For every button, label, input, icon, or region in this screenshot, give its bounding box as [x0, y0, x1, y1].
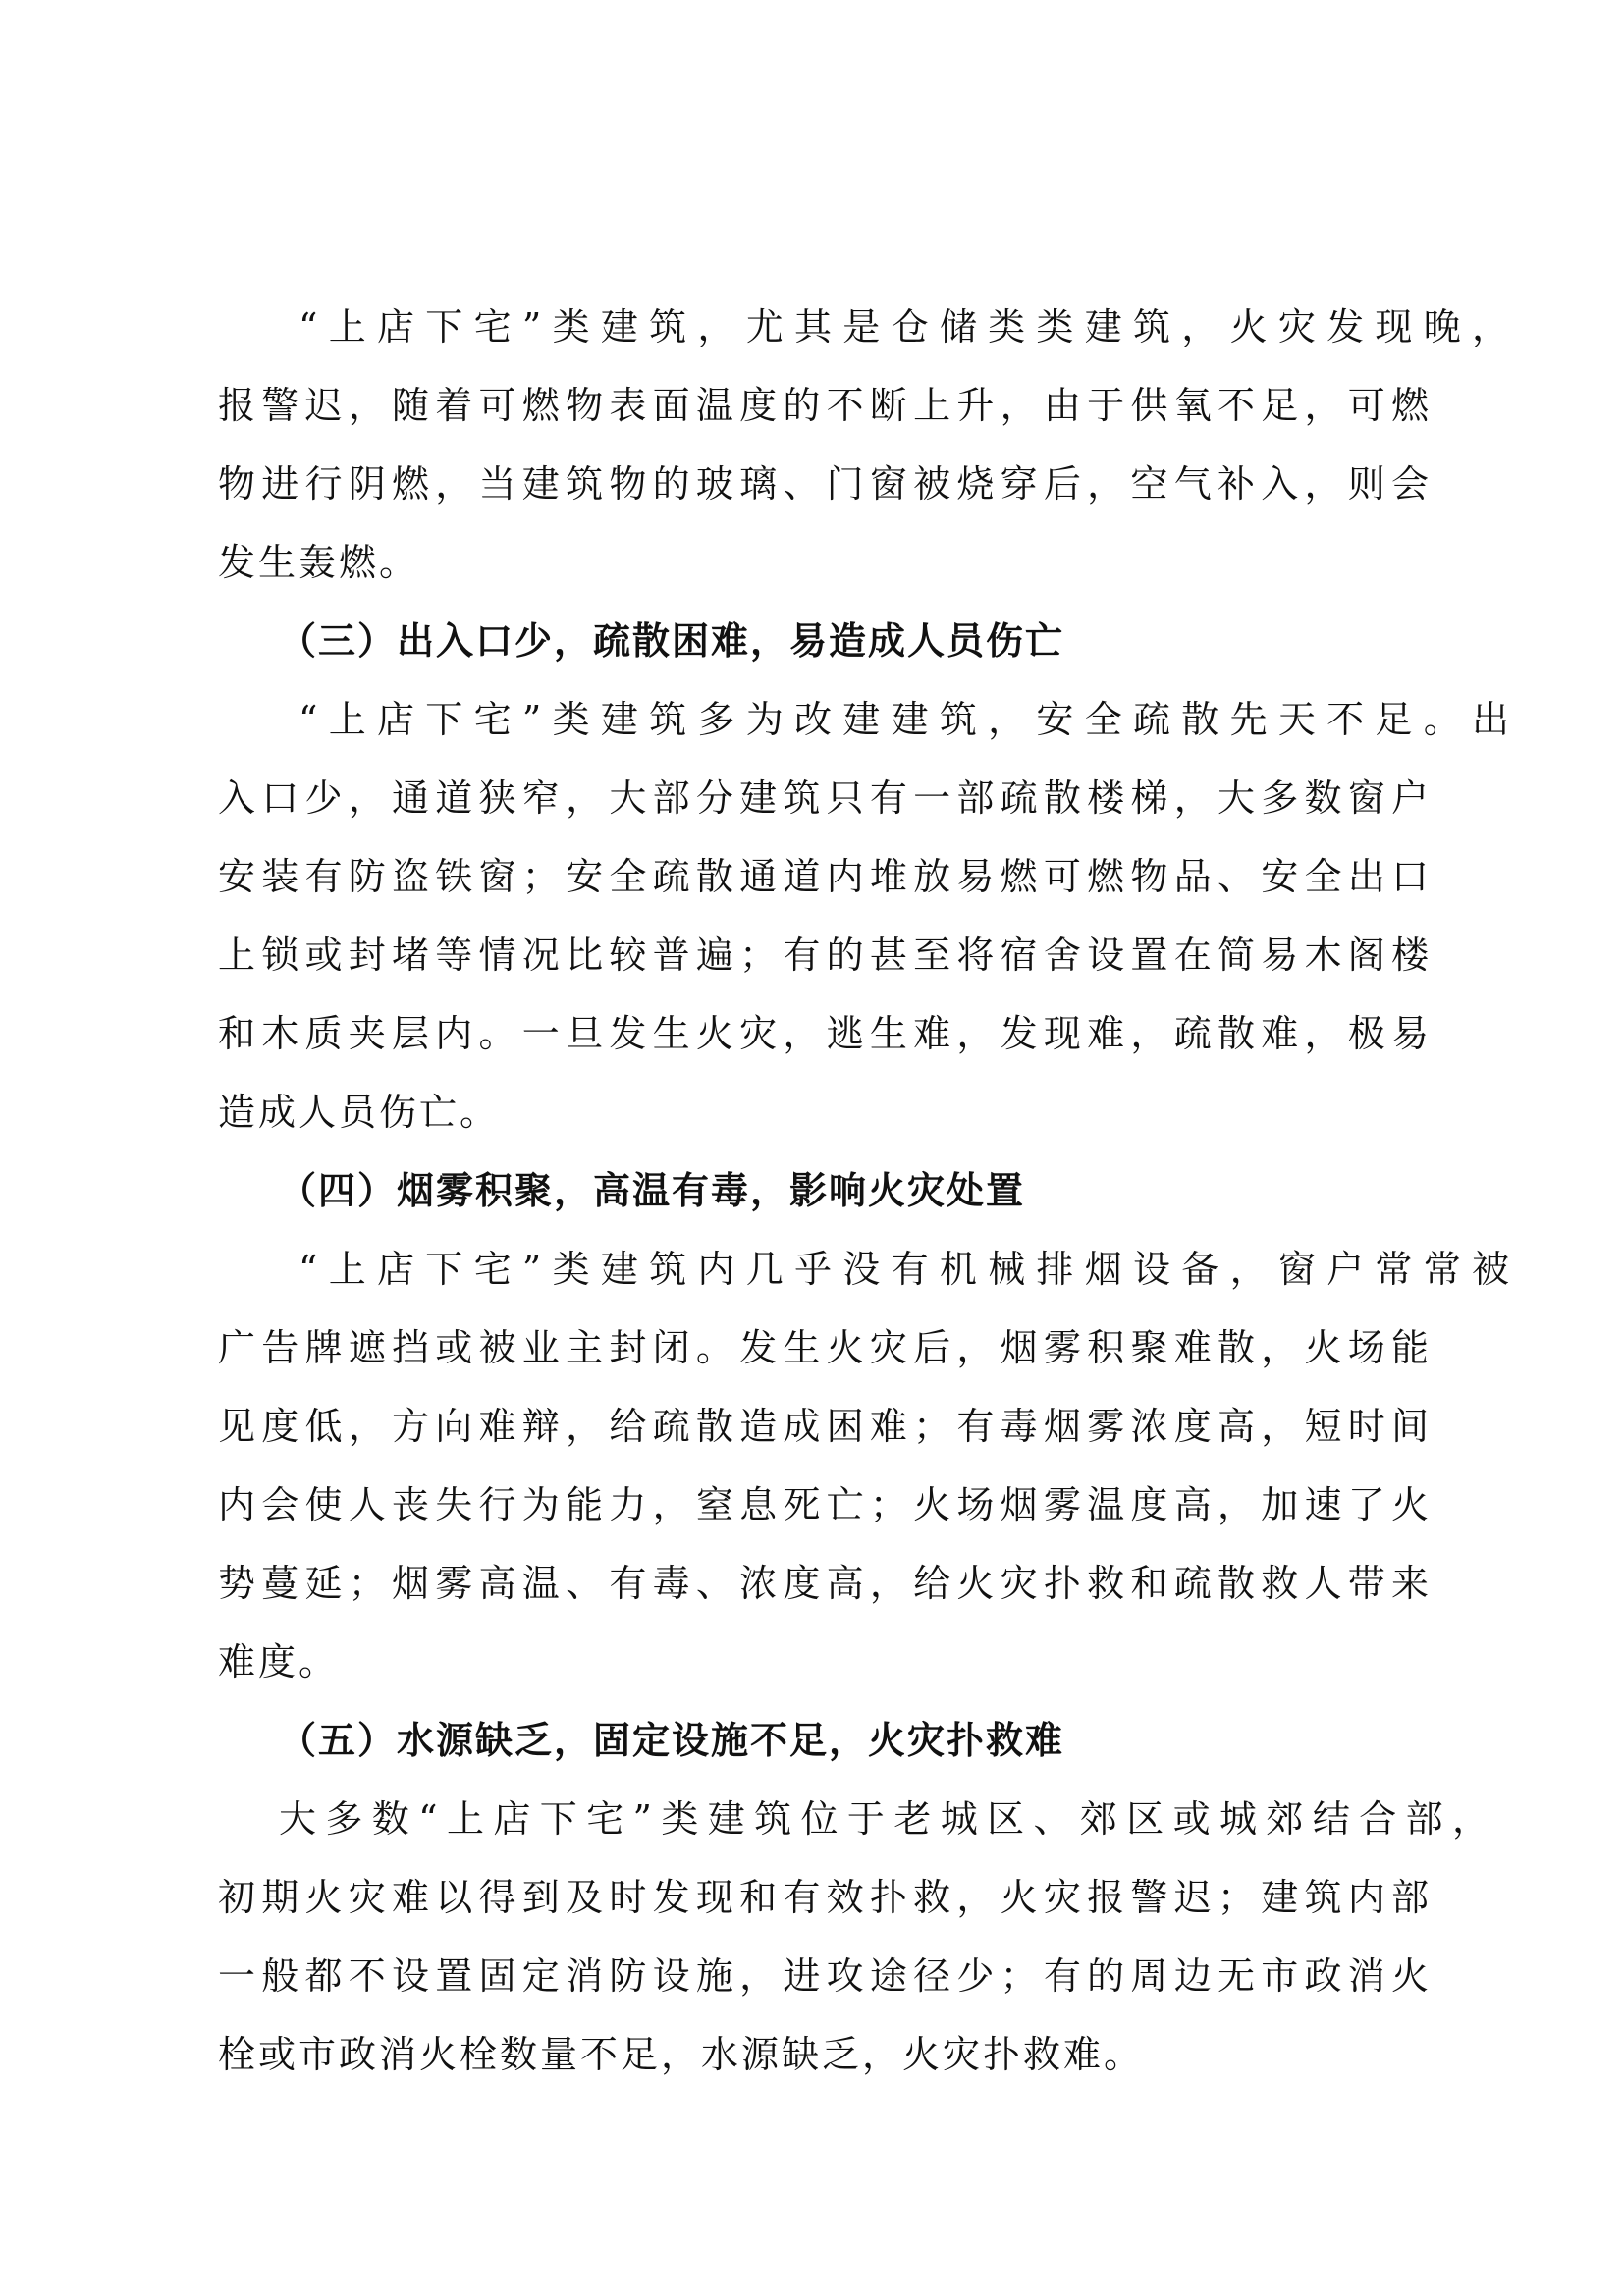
paragraph-line: 内会使人丧失行为能力，窒息死亡；火场烟雾温度高，加速了火	[218, 1483, 1432, 1526]
paragraph-line: 发生轰燃。	[218, 541, 420, 584]
paragraph-line: 广告牌遮挡或被业主封闭。发生火灾后，烟雾积聚难散，火场能	[218, 1326, 1432, 1369]
paragraph-line: 和木质夹层内。一旦发生火灾，逃生难，发现难，疏散难，极易	[218, 1012, 1432, 1055]
paragraph-line: 报警迟，随着可燃物表面温度的不断上升，由于供氧不足，可燃	[218, 384, 1432, 427]
paragraph-evacuation	[218, 680, 1512, 1151]
paragraph-fire-discovery	[218, 288, 1512, 602]
paragraph-line: “上店下宅”类建筑内几乎没有机械排烟设备，窗户常常被	[298, 1248, 1512, 1291]
paragraph-line: 一般都不设置固定消防设施，进攻途径少；有的周边无市政消火	[218, 1954, 1432, 1998]
paragraph-line: 入口少，通道狭窄，大部分建筑只有一部疏散楼梯，大多数窗户	[218, 776, 1432, 820]
paragraph-line: “上店下宅”类建筑多为改建建筑，安全疏散先天不足。出	[298, 698, 1512, 741]
paragraph-smoke	[218, 1230, 1512, 1701]
document-page	[218, 288, 1512, 2094]
paragraph-line: 大多数“上店下宅”类建筑位于老城区、郊区或城郊结合部，	[279, 1797, 1492, 1841]
section-heading-3: （三）出入口少，疏散困难，易造成人员伤亡	[279, 618, 1065, 663]
section-heading-5: （五）水源缺乏，固定设施不足，火灾扑救难	[279, 1718, 1065, 1762]
paragraph-water-supply	[218, 1780, 1492, 2094]
paragraph-line: 造成人员伤亡。	[218, 1091, 501, 1134]
paragraph-line: 上锁或封堵等情况比较普遍；有的甚至将宿舍设置在简易木阁楼	[218, 934, 1432, 977]
paragraph-line: 难度。	[218, 1640, 340, 1683]
paragraph-line: 势蔓延；烟雾高温、有毒、浓度高，给火灾扑救和疏散救人带来	[218, 1562, 1432, 1605]
paragraph-line: 安装有防盗铁窗；安全疏散通道内堆放易燃可燃物品、安全出口	[218, 855, 1432, 898]
paragraph-line: 栓或市政消火栓数量不足，水源缺乏，火灾扑救难。	[218, 2033, 1145, 2076]
section-heading-4: （四）烟雾积聚，高温有毒，影响火灾处置	[279, 1168, 1026, 1212]
paragraph-line: 物进行阴燃，当建筑物的玻璃、门窗被烧穿后，空气补入，则会	[218, 462, 1432, 506]
paragraph-line: “上店下宅”类建筑，尤其是仓储类类建筑，火灾发现晚，	[298, 305, 1512, 348]
paragraph-line: 初期火灾难以得到及时发现和有效扑救，火灾报警迟；建筑内部	[218, 1876, 1432, 1919]
paragraph-line: 见度低，方向难辩，给疏散造成困难；有毒烟雾浓度高，短时间	[218, 1405, 1432, 1448]
